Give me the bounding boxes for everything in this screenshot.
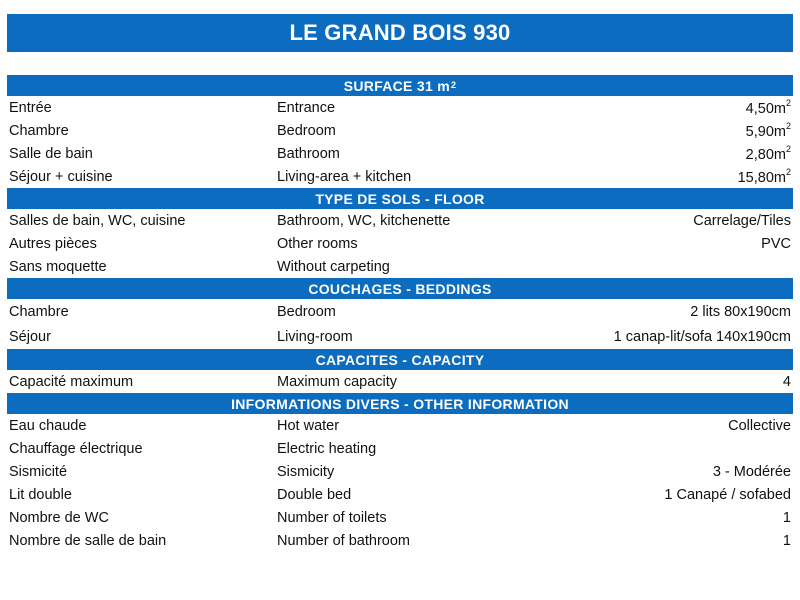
section-header-label: TYPE DE SOLS - FLOOR	[315, 190, 485, 207]
label-en: Entrance	[277, 99, 336, 116]
value	[577, 99, 793, 117]
table-row	[7, 142, 793, 165]
label-en: Sismicity	[277, 463, 335, 480]
label-fr: Autres pièces	[9, 235, 97, 252]
table-row	[7, 483, 793, 506]
value-superscript: 2	[785, 143, 791, 154]
table-row	[7, 460, 793, 483]
label-fr: Séjour + cuisine	[9, 168, 113, 185]
value: Collective	[728, 417, 791, 434]
value	[577, 122, 793, 140]
value-text: 5,90m	[745, 123, 786, 140]
section-header-other-information	[7, 393, 793, 414]
value: Carrelage/Tiles	[693, 212, 791, 229]
label-fr: Salles de bain, WC, cuisine	[9, 212, 186, 229]
section-header-label: COUCHAGES - BEDDINGS	[308, 280, 492, 297]
table-row	[7, 255, 793, 278]
label-en: Living-area + kitchen	[277, 168, 412, 185]
label-en: Without carpeting	[277, 258, 390, 275]
value: 1	[782, 509, 791, 526]
label-fr: Chambre	[9, 122, 69, 139]
label-en: Other rooms	[277, 235, 358, 252]
value: 1 Canapé / sofabed	[664, 486, 791, 503]
label-fr: Salle de bain	[9, 145, 93, 162]
label-fr: Capacité maximum	[9, 373, 134, 390]
label-en: Bathroom, WC, kitchenette	[277, 212, 451, 229]
label-fr: Sans moquette	[9, 258, 107, 275]
value	[577, 145, 793, 163]
table-row	[7, 324, 793, 349]
label-fr: Sismicité	[9, 463, 68, 480]
label-fr: Chambre	[9, 303, 69, 320]
value: 3 - Modérée	[712, 463, 791, 480]
table-row	[7, 232, 793, 255]
value: 1	[782, 532, 791, 549]
value: 4	[782, 373, 791, 390]
label-en: Maximum capacity	[277, 373, 398, 390]
table-row	[7, 209, 793, 232]
label-en: Bedroom	[277, 303, 336, 320]
value-text: 4,50m	[745, 100, 786, 117]
section-header-surface	[7, 75, 793, 96]
label-en: Double bed	[277, 486, 352, 503]
value: 1 canap-lit/sofa 140x190cm	[613, 328, 791, 345]
table-row	[7, 414, 793, 437]
table-row	[7, 506, 793, 529]
spec-sheet	[7, 75, 793, 552]
label-fr: Séjour	[9, 328, 51, 345]
page-title: LE GRAND BOIS 930	[7, 14, 793, 52]
label-fr: Eau chaude	[9, 417, 87, 434]
table-row	[7, 119, 793, 142]
section-header-floor	[7, 188, 793, 209]
table-row	[7, 370, 793, 393]
value: 2 lits 80x190cm	[690, 303, 791, 320]
value: PVC	[761, 235, 791, 252]
label-fr: Chauffage électrique	[9, 440, 143, 457]
label-fr: Nombre de salle de bain	[9, 532, 167, 549]
section-header-superscript: 2	[450, 79, 457, 90]
value-superscript: 2	[785, 120, 791, 131]
table-row	[7, 165, 793, 188]
table-row	[7, 96, 793, 119]
label-en: Number of toilets	[277, 509, 387, 526]
label-fr: Nombre de WC	[9, 509, 109, 526]
value-superscript: 2	[785, 97, 791, 108]
label-en: Electric heating	[277, 440, 377, 457]
label-en: Bathroom	[277, 145, 340, 162]
label-fr: Entrée	[9, 99, 52, 116]
label-en: Bedroom	[277, 122, 336, 139]
label-en: Hot water	[277, 417, 340, 434]
label-en: Number of bathroom	[277, 532, 410, 549]
value-superscript: 2	[785, 166, 791, 177]
section-header-beddings	[7, 278, 793, 299]
table-row	[7, 437, 793, 460]
table-row	[7, 299, 793, 324]
value	[577, 168, 793, 186]
value-text: 2,80m	[745, 146, 786, 163]
value-text: 15,80m	[737, 169, 786, 186]
label-en: Living-room	[277, 328, 353, 345]
section-header-label: INFORMATIONS DIVERS - OTHER INFORMATION	[231, 395, 569, 412]
section-header-label: CAPACITES - CAPACITY	[315, 351, 485, 368]
section-header-label: SURFACE 31 m	[343, 77, 450, 94]
section-header-capacity	[7, 349, 793, 370]
table-row	[7, 529, 793, 552]
label-fr: Lit double	[9, 486, 72, 503]
